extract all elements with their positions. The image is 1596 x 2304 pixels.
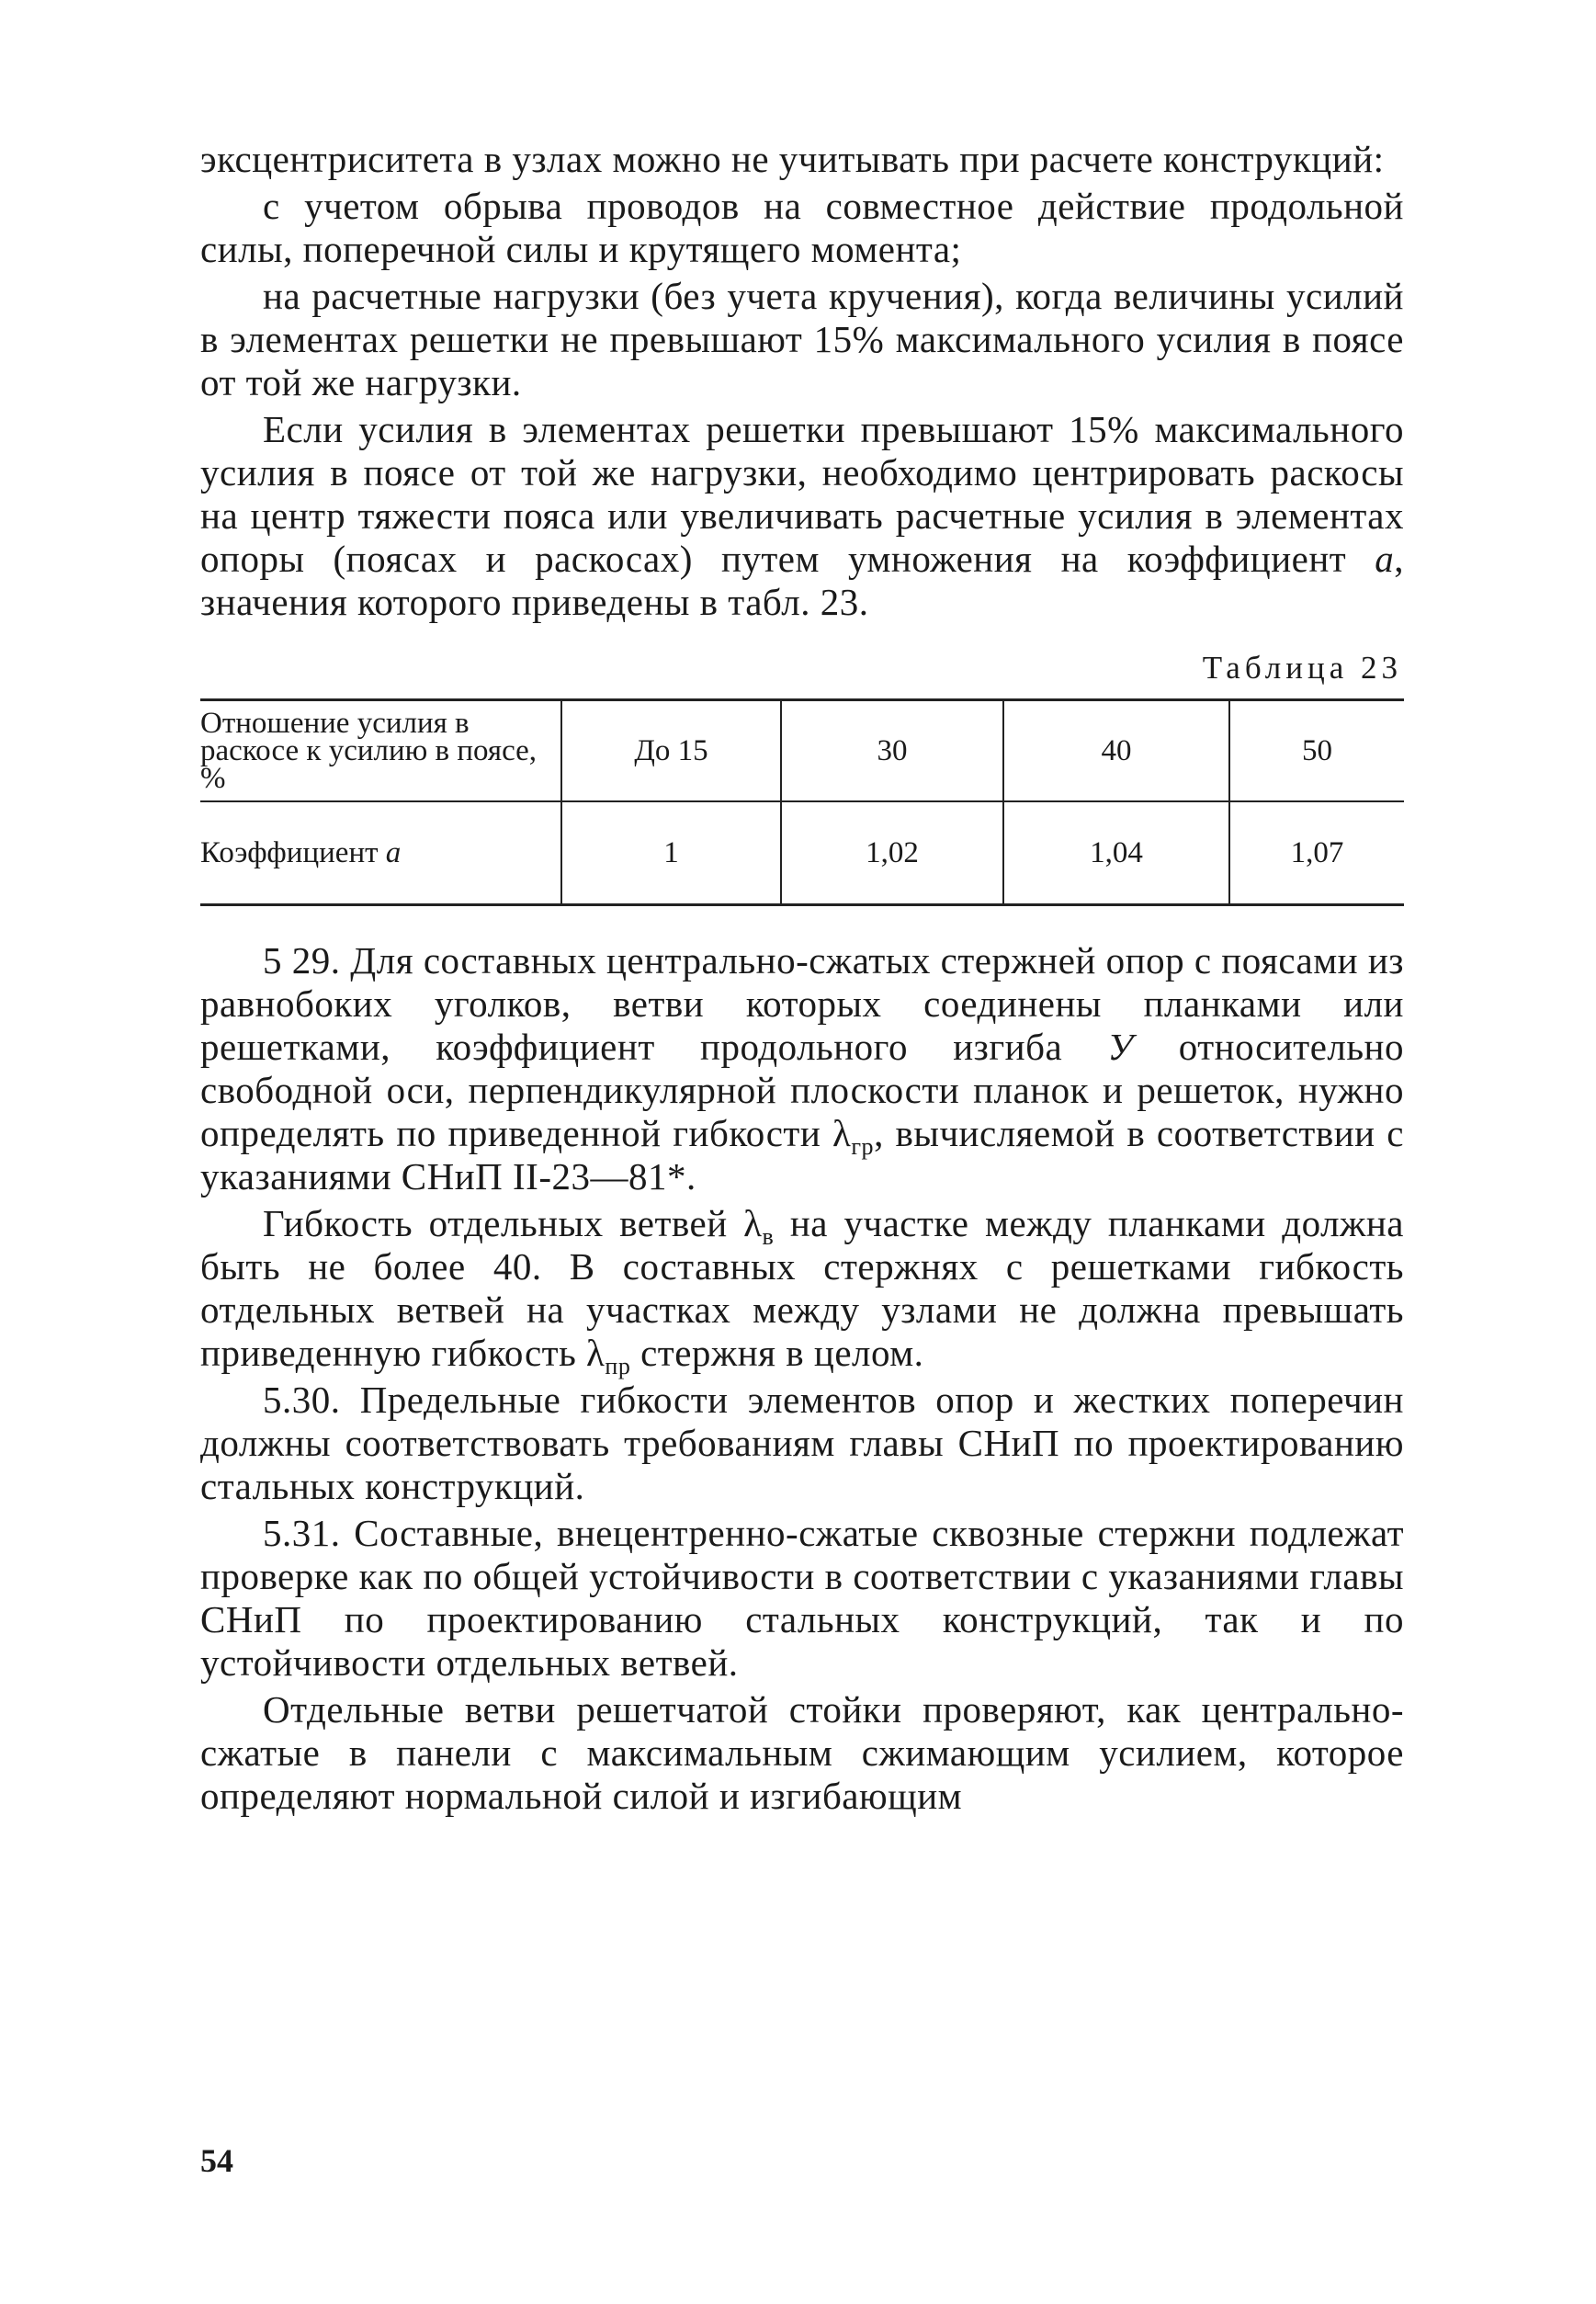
lambda-pr-subscript: пр [605,1353,631,1380]
text-column [200,138,1404,1818]
lambda-pr-symbol: λ [586,1332,606,1374]
paragraph-flex-text-c: стержня в целом. [630,1332,924,1374]
paragraph-5-29-text-b: относительно свободной оси, перпендикулярной плоскости планок и решеток, нужно определять по приведенной гибкости [200,1026,1404,1154]
paragraph-flex-text-b: на участке между планками должна быть не более 40. В составных стержнях с решетками гибкость отдельных ветвей на участках между узлами не должна превышать приведенную гибкость [200,1202,1404,1374]
table-cell: 1,07 [1229,801,1404,905]
lambda-v-symbol: λ [743,1202,763,1244]
paragraph-branch-flexibility [200,1202,1404,1380]
table-header-cell: До 15 [561,700,781,802]
table-header-cell: 30 [781,700,1003,802]
lambda-v-subscript: в [762,1223,775,1251]
paragraph-5-31: 5.31. Составные, внецентренно-сжатые сквозные стержни подлежат проверке как по общей устойчивости в соответствии с указаниями главы СНиП по проектированию стальных конструкций, так и по устойчивости отдельных ветвей. [200,1512,1404,1684]
paragraph-5-29-text-c: , вычисляемой в соответствии с указаниями СНиП II-23—81*. [200,1112,1404,1197]
page-number: 54 [200,2142,233,2179]
paragraph-design-loads: на расчетные нагрузки (без учета кручения), когда величины усилий в элементах решетки не превышают 15% максимального усилия в поясе от той же нагрузки. [200,275,1404,403]
paragraph-wire-break: с учетом обрыва проводов на совместное действие продольной силы, поперечной силы и крутящего момента; [200,185,1404,270]
paragraph-5-29 [200,939,1404,1198]
coefficient-a-symbol: a [1375,538,1395,580]
paragraph-eccentricity: эксцентриситета в узлах можно не учитывать при расчете конструкций: [200,138,1385,180]
phi-symbol: У [1107,1026,1134,1068]
table-cell: 1,02 [781,801,1003,905]
table-header-cell: 40 [1003,700,1229,802]
lambda-gr-symbol: λ [832,1112,852,1154]
paragraph-flex-text-a: Гибкость отдельных ветвей [263,1202,744,1244]
table-cell: 1 [561,801,781,905]
table-row-label-text: Коэффициент [200,836,386,869]
table-row [200,801,1404,905]
table-caption: Таблица 23 [1202,650,1402,686]
paragraph-5-29-text-a: 5 29. Для составных центрально-сжатых стержней опор с поясами из равнобоких уголков, ветви которых соединены планками или решетками, коэффициент продольного изгиба [200,939,1404,1068]
lambda-gr-subscript: гр [851,1133,875,1161]
paragraph-centering-text-b: , значения которого приведены в табл. 23. [200,538,1404,623]
coefficient-table [200,698,1404,906]
table-header-cell: 50 [1229,700,1404,802]
table-header-row [200,700,1404,802]
paragraph-lattice-branches: Отдельные ветви решетчатой стойки проверяют, как центрально-сжатые в панели с максимальным сжимающим усилием, которое определяют нормальной силой и изгибающим [200,1688,1404,1817]
table-cell: 1,04 [1003,801,1229,905]
paragraph-centering [200,408,1404,624]
paragraph-5-30: 5.30. Предельные гибкости элементов опор и жестких поперечин должны соответствовать требованиям главы СНиП по проектированию стальных конструкций. [200,1379,1404,1507]
table-header-label: Отношение усилия в раскосе к усилию в поясе, % [200,700,561,802]
table-row-label [200,801,561,905]
table-row-label-symbol: a [385,836,402,869]
paragraph-centering-text-a: Если усилия в элементах решетки превышают 15% максимального усилия в поясе от той же нагрузки, необходимо центрировать раскосы на центр тяжести пояса или увеличивать расчетные усилия в элементах опоры (поясах и раскосах) путем умножения на коэффициент [200,408,1404,580]
